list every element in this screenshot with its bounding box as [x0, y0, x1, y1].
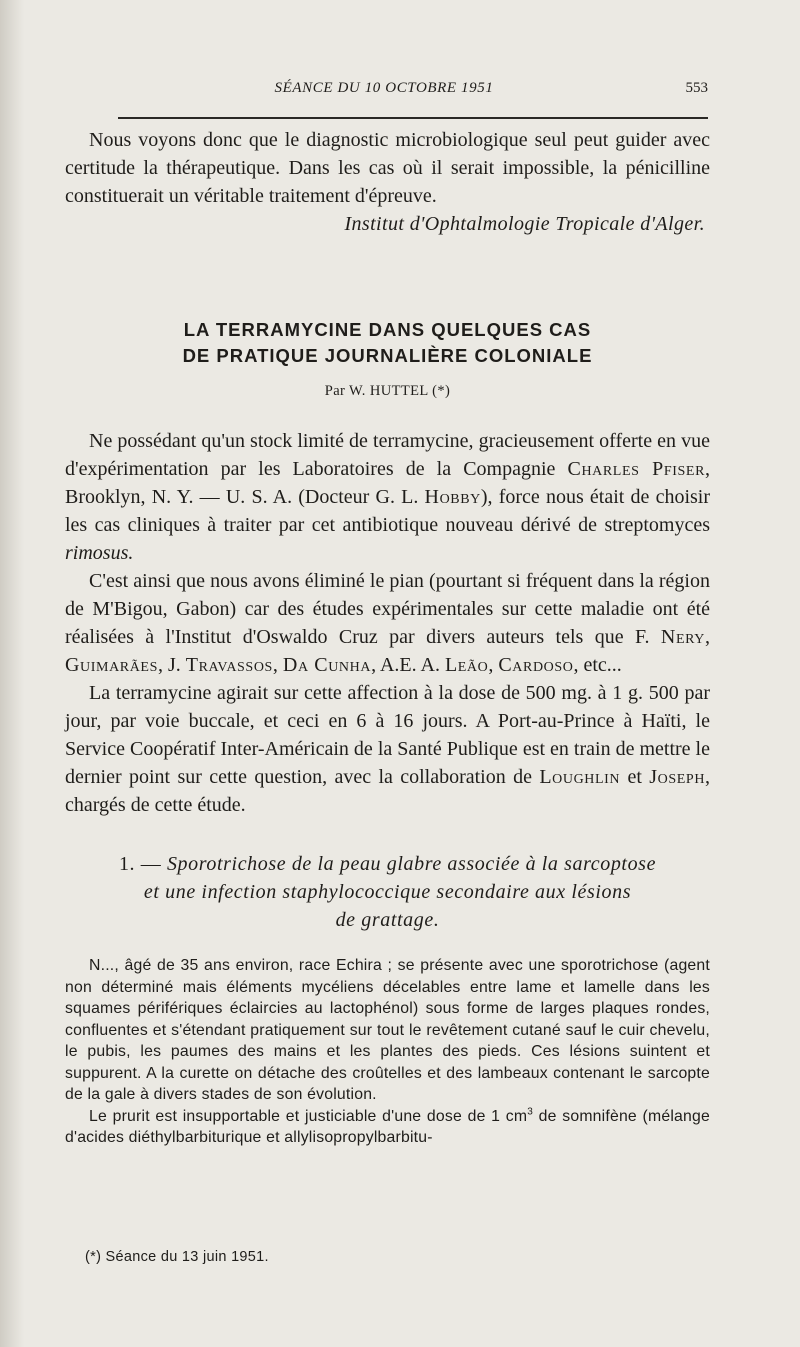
section-heading — [65, 850, 710, 934]
article-body — [65, 427, 710, 819]
p2-sep-2: , J. — [157, 654, 181, 676]
p3-text-c: et — [627, 766, 642, 788]
case-paragraph-2 — [65, 1106, 710, 1149]
p2-name-travassos: Travassos — [185, 654, 273, 676]
p2-name-leao: Leão — [444, 654, 489, 676]
p2-name-cardoso: Cardoso — [498, 654, 574, 676]
paragraph-1 — [65, 427, 710, 567]
section-heading-line-2 — [65, 878, 710, 906]
paragraph-3 — [65, 679, 710, 819]
page-spine-shadow — [0, 0, 24, 1347]
header-rule — [118, 117, 708, 119]
author-line — [65, 383, 710, 400]
p1-species: rimosus. — [65, 542, 134, 564]
p1-text-c: , Brooklyn, N. Y. — U. S. A. (Docteur G. L. — [65, 458, 711, 508]
author-footnote-mark: (*) — [432, 383, 451, 399]
p2-sep-4: , A.E. A. — [371, 654, 440, 676]
page-header — [60, 80, 708, 104]
p2-name-nery: Nery — [660, 626, 705, 648]
p3-text-e: , chargés de cette étude. — [65, 766, 711, 816]
p2-text-a: C'est ainsi que nous avons éliminé le pian (pourtant si fréquent dans la région de M'Bigou, Gabon) car des études expérimentales sur cette maladie ont été réalisées à l'Institut d'Oswaldo Cruz par divers auteurs tels que F. — [65, 570, 710, 648]
author-name: HUTTEL — [369, 383, 429, 399]
author-prefix: Par W. — [324, 383, 366, 399]
p3-name-joseph: Joseph — [649, 766, 706, 788]
footnote-text: Séance du 13 juin 1951. — [105, 1249, 269, 1265]
p2-sep-3: , — [272, 654, 278, 676]
section-number: 1. — — [118, 853, 162, 875]
article-title-line-1: LA TERRAMYCINE DANS QUELQUES CAS — [183, 319, 592, 340]
p2-sep-6: , etc... — [573, 654, 622, 676]
paragraph-2 — [65, 567, 710, 679]
case-p2-superscript: 3 — [527, 1106, 534, 1118]
p2-sep-5: , — [488, 654, 494, 676]
page-number: 553 — [685, 80, 708, 96]
article-title-line-2: DE PRATIQUE JOURNALIÈRE COLONIALE — [182, 345, 593, 366]
p1-name-hobby: Hobby — [424, 486, 481, 508]
case-paragraph-1: N..., âgé de 35 ans environ, race Echira ; se présente avec une sporotrichose (agent non déterminé mais éléments mycéliens décelables entre lame et lamelle dans les squames périfériques éclaircies au lactophénol) sous forme de larges plaques rondes, confluentes et s'étendant pratiquement sur tout le revêtement cutané sauf le cuir chevelu, le pubis, les paumes des mains et les plantes des pieds. Ces lésions suintent et suppurent. A la curette on détache des croûtelles et des lambeaux contenant le sarcopte de la gale à divers stades de son évolution. — [65, 957, 710, 1103]
p3-text-a: La terramycine agirait sur cette affection à la dose de 500 mg. à 1 g. 500 par jour, par voie buccale, et ceci en 6 à 16 jours. A Port-au-Prince à Haïti, le Service Coopératif Inter-Américain de la Santé Publique est en train de mettre le dernier point sur cette question, avec la collaboration de — [65, 682, 710, 788]
p1-text-e: ), force nous était de choisir les cas cliniques à traiter par cet antibiotique nouveau dérivé de streptomyces — [65, 486, 711, 536]
footnote-mark: (*) — [85, 1249, 102, 1265]
running-head: SÉANCE DU 10 OCTOBRE 1951 — [274, 80, 494, 96]
p1-text-a: Ne possédant qu'un stock limité de terramycine, gracieusement offerte en vue d'expérimentation par les Laboratoires de la Compagnie — [65, 430, 710, 480]
section-title-part-3: de grattage. — [335, 909, 440, 931]
footnote-area — [65, 1249, 710, 1265]
p2-name-da-cunha: Da Cunha — [282, 654, 372, 676]
case-p2-text-a: Le prurit est insupportable et justiciable d'une dose de 1 cm — [89, 1107, 528, 1125]
section-heading-line-1 — [65, 850, 710, 878]
institution-signature: Institut d'Ophtalmologie Tropicale d'Alger. — [344, 213, 705, 235]
section-title-part-1: Sporotrichose de la peau glabre associée à la sarcoptose — [166, 853, 657, 875]
article-heading — [65, 317, 710, 400]
case-description — [65, 955, 710, 1149]
p2-sep-1: , — [705, 626, 710, 648]
p3-name-loughlin: Loughlin — [539, 766, 621, 788]
p1-name-pfiser: Charles Pfiser — [567, 458, 706, 480]
section-heading-line-3 — [65, 906, 710, 934]
previous-article-ending — [65, 126, 710, 238]
case-p2-text-b: de somnifène (mélange d'acides diéthylbarbiturique et allylisopropylbarbitu- — [65, 1107, 710, 1146]
p2-name-guimaraes: Guimarães — [65, 654, 158, 676]
section-title-part-2: et une infection staphylococcique secondaire aux lésions — [143, 881, 632, 903]
intro-paragraph: Nous voyons donc que le diagnostic microbiologique seul peut guider avec certitude la thérapeutique. Dans les cas où il serait impossible, la pénicilline constituerait un véritable traitement d'épreuve. — [65, 129, 710, 207]
footnote — [65, 1249, 710, 1265]
